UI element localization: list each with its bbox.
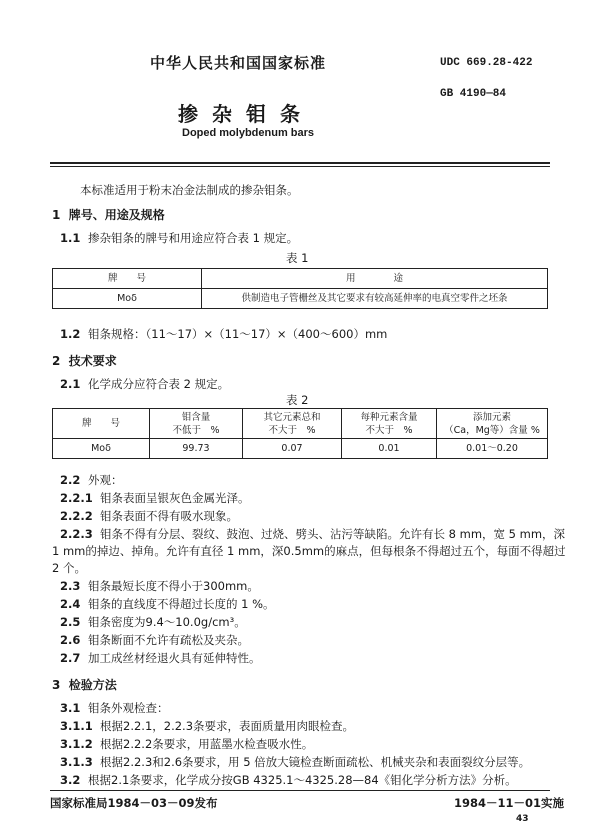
table-1: [52, 268, 548, 309]
clause-2-6: 2.6 钼条断面不允许有疏松及夹杂。: [60, 633, 249, 647]
section-title: 技术要求: [68, 354, 117, 368]
section-num: 3: [52, 678, 61, 692]
section-1-heading: [52, 206, 165, 223]
clause-3-1: 3.1 钼条外观检查：: [60, 701, 169, 715]
table2-cell-mo: 99.73: [150, 439, 243, 459]
clause-1-2: [60, 326, 387, 342]
footer-rule: [50, 790, 550, 791]
section-3-heading: [52, 676, 117, 693]
clause-1-1: [60, 230, 298, 246]
clause-2-1: [60, 376, 229, 392]
clause-num: 1.1: [60, 231, 81, 245]
table1-caption: 表 1: [286, 251, 309, 265]
table-2: [52, 408, 548, 459]
clause-2-3: 2.3 钼条最短长度不得小于300mm。: [60, 579, 259, 593]
header-rule-top: [50, 162, 550, 164]
clause-2-2-3: 2.2.3 钼条不得有分层、裂纹、鼓泡、过烧、劈头、沾污等缺陷。允许有长 8 mm，宽 5 mm，深: [60, 527, 566, 541]
table1-header-grade: 牌 号: [53, 269, 202, 289]
section-num: 2: [52, 354, 61, 368]
clause-num: 2.1: [60, 377, 81, 391]
clause-2-2: 2.2 外观：: [60, 473, 123, 487]
table2-header-other-total: 其它元素总和 不大于 %: [243, 409, 342, 439]
table2-header-mo: 钼含量 不低于 %: [150, 409, 243, 439]
table1-header-use: 用 途: [202, 269, 548, 289]
table2-cell-additive: 0.01～0.20: [437, 439, 548, 459]
clause-2-4: 2.4 钼条的直线度不得超过长度的 1 %。: [60, 597, 275, 611]
table2-cell-other-total: 0.07: [243, 439, 342, 459]
table2-header-each-element: 每种元素含量 不大于 %: [342, 409, 437, 439]
clause-num: 1.2: [60, 327, 81, 341]
clause-2-2-3-end: 2 个。: [52, 561, 86, 575]
table2-caption: 表 2: [286, 393, 309, 407]
clause-3-1-3: 3.1.3 根据2.2.3和2.6条要求，用 5 倍放大镜检查断面疏松、机械夹杂和表面裂纹分层等。: [60, 755, 531, 769]
table2-header-additive: 添加元素 （Ca，Mg等）含量 %: [437, 409, 548, 439]
section-title: 牌号、用途及规格: [68, 208, 165, 222]
doc-title: 掺杂钼条: [178, 102, 314, 126]
clause-2-2-1: 2.2.1 钼条表面呈银灰色金属光泽。: [60, 491, 250, 505]
page-number: 43: [516, 814, 529, 824]
table2-header-grade: 牌 号: [53, 409, 150, 439]
doc-title-en: Doped molybdenum bars: [182, 127, 315, 139]
table1-cell-grade: Moδ: [53, 289, 202, 309]
section-num: 1: [52, 208, 61, 222]
table2-cell-grade: Moδ: [53, 439, 150, 459]
header-rule-bottom: [50, 166, 550, 167]
standard-title: 中华人民共和国国家标准: [150, 54, 327, 72]
effective-date: 1984－11－01实施: [454, 796, 565, 810]
intro-paragraph: 本标准适用于粉末冶金法制成的掺杂钼条。: [80, 183, 299, 197]
clause-text: 化学成分应符合表 2 规定。: [88, 377, 230, 391]
clause-2-5: 2.5 钼条密度为9.4～10.0g/cm³。: [60, 615, 246, 629]
gb-number: GB 4190—84: [440, 88, 507, 100]
clause-3-2: 3.2 根据2.1条要求，化学成分按GB 4325.1～4325.28—84《钼化学分析方法》分析。: [60, 773, 517, 787]
issue-date: 国家标准局1984－03－09发布: [50, 796, 218, 810]
section-title: 检验方法: [68, 678, 117, 692]
clause-text: 掺杂钼条的牌号和用途应符合表 1 规定。: [88, 231, 299, 245]
udc-code: UDC 669.28-422: [440, 57, 533, 69]
clause-3-1-2: 3.1.2 根据2.2.2条要求，用蓝墨水检查吸水性。: [60, 737, 314, 751]
clause-text: 钼条规格：（11～17）×（11～17）×（400～600）mm: [88, 327, 388, 341]
section-2-heading: [52, 352, 117, 369]
clause-3-1-1: 3.1.1 根据2.2.1，2.2.3条要求，表面质量用肉眼检查。: [60, 719, 355, 733]
table1-cell-use: 供制造电子管栅丝及其它要求有较高延伸率的电真空零件之坯条: [202, 289, 548, 309]
clause-2-2-2: 2.2.2 钼条表面不得有吸水现象。: [60, 509, 238, 523]
clause-2-7: 2.7 加工成丝材经退火具有延伸特性。: [60, 651, 261, 665]
table2-cell-each-element: 0.01: [342, 439, 437, 459]
clause-2-2-3-cont: 1 mm的掉边、掉角。允许有直径 1 mm，深0.5mm的麻点，但每根条不得超过五个，每面不得超过: [52, 544, 566, 558]
